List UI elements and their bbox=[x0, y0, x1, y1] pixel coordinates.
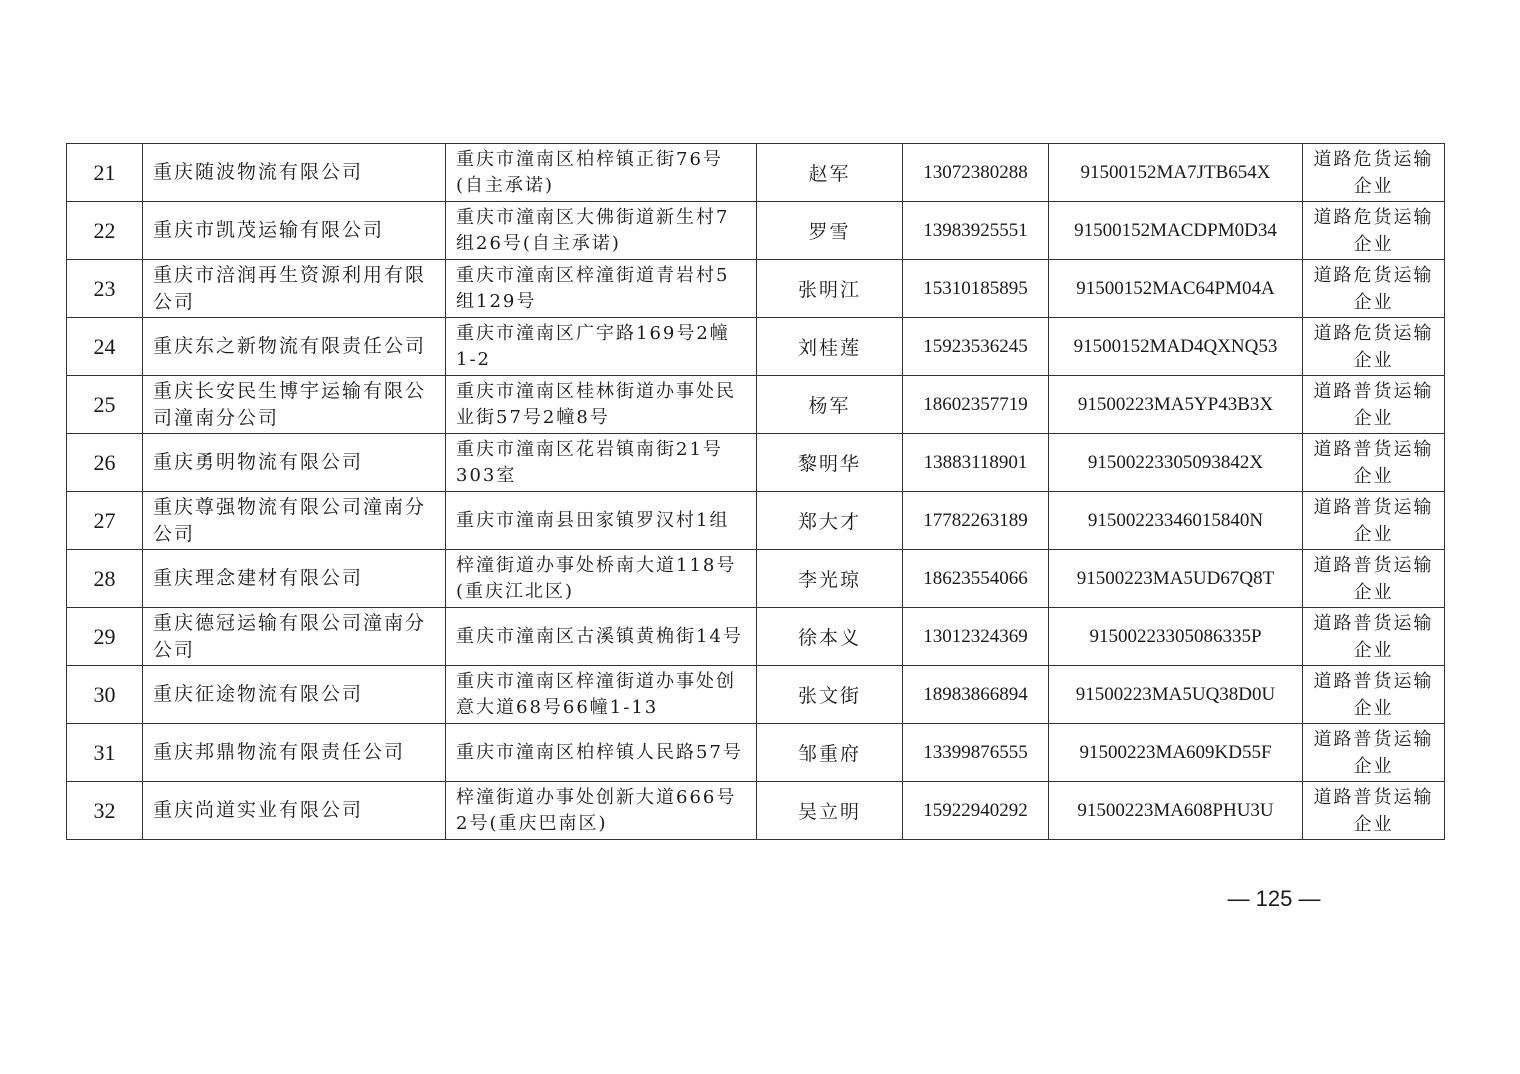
company-address: 重庆市潼南区广宇路169号2幢1-2 bbox=[446, 318, 757, 376]
table-row bbox=[67, 550, 1445, 608]
contact-person: 刘桂莲 bbox=[757, 318, 903, 376]
enterprise-type: 道路普货运输企业 bbox=[1303, 724, 1445, 782]
credit-code: 91500152MACDPM0D34 bbox=[1049, 202, 1303, 260]
contact-person: 杨军 bbox=[757, 376, 903, 434]
company-address: 重庆市潼南区柏梓镇人民路57号 bbox=[446, 724, 757, 782]
contact-person: 黎明华 bbox=[757, 434, 903, 492]
contact-person: 罗雪 bbox=[757, 202, 903, 260]
credit-code: 91500152MAC64PM04A bbox=[1049, 260, 1303, 318]
enterprise-type: 道路普货运输企业 bbox=[1303, 608, 1445, 666]
credit-code: 91500223MA609KD55F bbox=[1049, 724, 1303, 782]
contact-person: 吴立明 bbox=[757, 782, 903, 840]
contact-person: 徐本义 bbox=[757, 608, 903, 666]
phone-number: 18623554066 bbox=[903, 550, 1049, 608]
company-name: 重庆随波物流有限公司 bbox=[143, 144, 446, 202]
phone-number: 18602357719 bbox=[903, 376, 1049, 434]
enterprise-type: 道路普货运输企业 bbox=[1303, 550, 1445, 608]
row-number: 30 bbox=[67, 666, 143, 724]
company-name: 重庆东之新物流有限责任公司 bbox=[143, 318, 446, 376]
credit-code: 91500223MA608PHU3U bbox=[1049, 782, 1303, 840]
phone-number: 13883118901 bbox=[903, 434, 1049, 492]
row-number: 21 bbox=[67, 144, 143, 202]
company-name: 重庆市凯茂运输有限公司 bbox=[143, 202, 446, 260]
table-row bbox=[67, 724, 1445, 782]
contact-person: 张文街 bbox=[757, 666, 903, 724]
contact-person: 邹重府 bbox=[757, 724, 903, 782]
company-address: 梓潼街道办事处创新大道666号2号(重庆巴南区) bbox=[446, 782, 757, 840]
company-name: 重庆尚道实业有限公司 bbox=[143, 782, 446, 840]
row-number: 28 bbox=[67, 550, 143, 608]
phone-number: 18983866894 bbox=[903, 666, 1049, 724]
enterprise-table bbox=[66, 143, 1445, 840]
phone-number: 15922940292 bbox=[903, 782, 1049, 840]
company-name: 重庆理念建材有限公司 bbox=[143, 550, 446, 608]
table-body bbox=[67, 144, 1445, 840]
company-address: 梓潼街道办事处桥南大道118号(重庆江北区) bbox=[446, 550, 757, 608]
company-address: 重庆市潼南区梓潼街道办事处创意大道68号66幢1-13 bbox=[446, 666, 757, 724]
contact-person: 张明江 bbox=[757, 260, 903, 318]
credit-code: 91500223MA5UQ38D0U bbox=[1049, 666, 1303, 724]
table-row bbox=[67, 376, 1445, 434]
table-row bbox=[67, 318, 1445, 376]
company-name: 重庆长安民生博宇运输有限公司潼南分公司 bbox=[143, 376, 446, 434]
enterprise-type: 道路普货运输企业 bbox=[1303, 376, 1445, 434]
company-address: 重庆市潼南区古溪镇黄桷街14号 bbox=[446, 608, 757, 666]
company-address: 重庆市潼南区花岩镇南街21号303室 bbox=[446, 434, 757, 492]
contact-person: 郑大才 bbox=[757, 492, 903, 550]
page-number: — 125 — bbox=[1227, 886, 1321, 911]
company-name: 重庆征途物流有限公司 bbox=[143, 666, 446, 724]
enterprise-type: 道路危货运输企业 bbox=[1303, 144, 1445, 202]
company-name: 重庆德冠运输有限公司潼南分公司 bbox=[143, 608, 446, 666]
table-row bbox=[67, 608, 1445, 666]
company-name: 重庆市涪润再生资源利用有限公司 bbox=[143, 260, 446, 318]
phone-number: 13072380288 bbox=[903, 144, 1049, 202]
company-address: 重庆市潼南区桂林街道办事处民业街57号2幢8号 bbox=[446, 376, 757, 434]
company-name: 重庆勇明物流有限公司 bbox=[143, 434, 446, 492]
table-row bbox=[67, 666, 1445, 724]
phone-number: 15923536245 bbox=[903, 318, 1049, 376]
table-row bbox=[67, 434, 1445, 492]
credit-code: 91500223346015840N bbox=[1049, 492, 1303, 550]
table-row bbox=[67, 202, 1445, 260]
credit-code: 91500223305093842X bbox=[1049, 434, 1303, 492]
row-number: 23 bbox=[67, 260, 143, 318]
company-address: 重庆市潼南县田家镇罗汉村1组 bbox=[446, 492, 757, 550]
row-number: 27 bbox=[67, 492, 143, 550]
row-number: 25 bbox=[67, 376, 143, 434]
enterprise-type: 道路危货运输企业 bbox=[1303, 260, 1445, 318]
company-address: 重庆市潼南区大佛街道新生村7组26号(自主承诺) bbox=[446, 202, 757, 260]
enterprise-type: 道路危货运输企业 bbox=[1303, 202, 1445, 260]
phone-number: 13399876555 bbox=[903, 724, 1049, 782]
phone-number: 17782263189 bbox=[903, 492, 1049, 550]
row-number: 26 bbox=[67, 434, 143, 492]
table-row bbox=[67, 144, 1445, 202]
credit-code: 91500223MA5YP43B3X bbox=[1049, 376, 1303, 434]
phone-number: 13012324369 bbox=[903, 608, 1049, 666]
phone-number: 13983925551 bbox=[903, 202, 1049, 260]
company-address: 重庆市潼南区柏梓镇正街76号(自主承诺) bbox=[446, 144, 757, 202]
contact-person: 赵军 bbox=[757, 144, 903, 202]
credit-code: 91500223MA5UD67Q8T bbox=[1049, 550, 1303, 608]
credit-code: 91500152MAD4QXNQ53 bbox=[1049, 318, 1303, 376]
enterprise-type: 道路普货运输企业 bbox=[1303, 782, 1445, 840]
credit-code: 91500223305086335P bbox=[1049, 608, 1303, 666]
table-row bbox=[67, 782, 1445, 840]
company-name: 重庆尊强物流有限公司潼南分公司 bbox=[143, 492, 446, 550]
table-row bbox=[67, 492, 1445, 550]
table-row bbox=[67, 260, 1445, 318]
contact-person: 李光琼 bbox=[757, 550, 903, 608]
company-address: 重庆市潼南区梓潼街道青岩村5组129号 bbox=[446, 260, 757, 318]
row-number: 22 bbox=[67, 202, 143, 260]
credit-code: 91500152MA7JTB654X bbox=[1049, 144, 1303, 202]
enterprise-type: 道路普货运输企业 bbox=[1303, 666, 1445, 724]
row-number: 29 bbox=[67, 608, 143, 666]
enterprise-type: 道路危货运输企业 bbox=[1303, 318, 1445, 376]
row-number: 31 bbox=[67, 724, 143, 782]
enterprise-type: 道路普货运输企业 bbox=[1303, 434, 1445, 492]
row-number: 32 bbox=[67, 782, 143, 840]
phone-number: 15310185895 bbox=[903, 260, 1049, 318]
row-number: 24 bbox=[67, 318, 143, 376]
enterprise-type: 道路普货运输企业 bbox=[1303, 492, 1445, 550]
company-name: 重庆邦鼎物流有限责任公司 bbox=[143, 724, 446, 782]
